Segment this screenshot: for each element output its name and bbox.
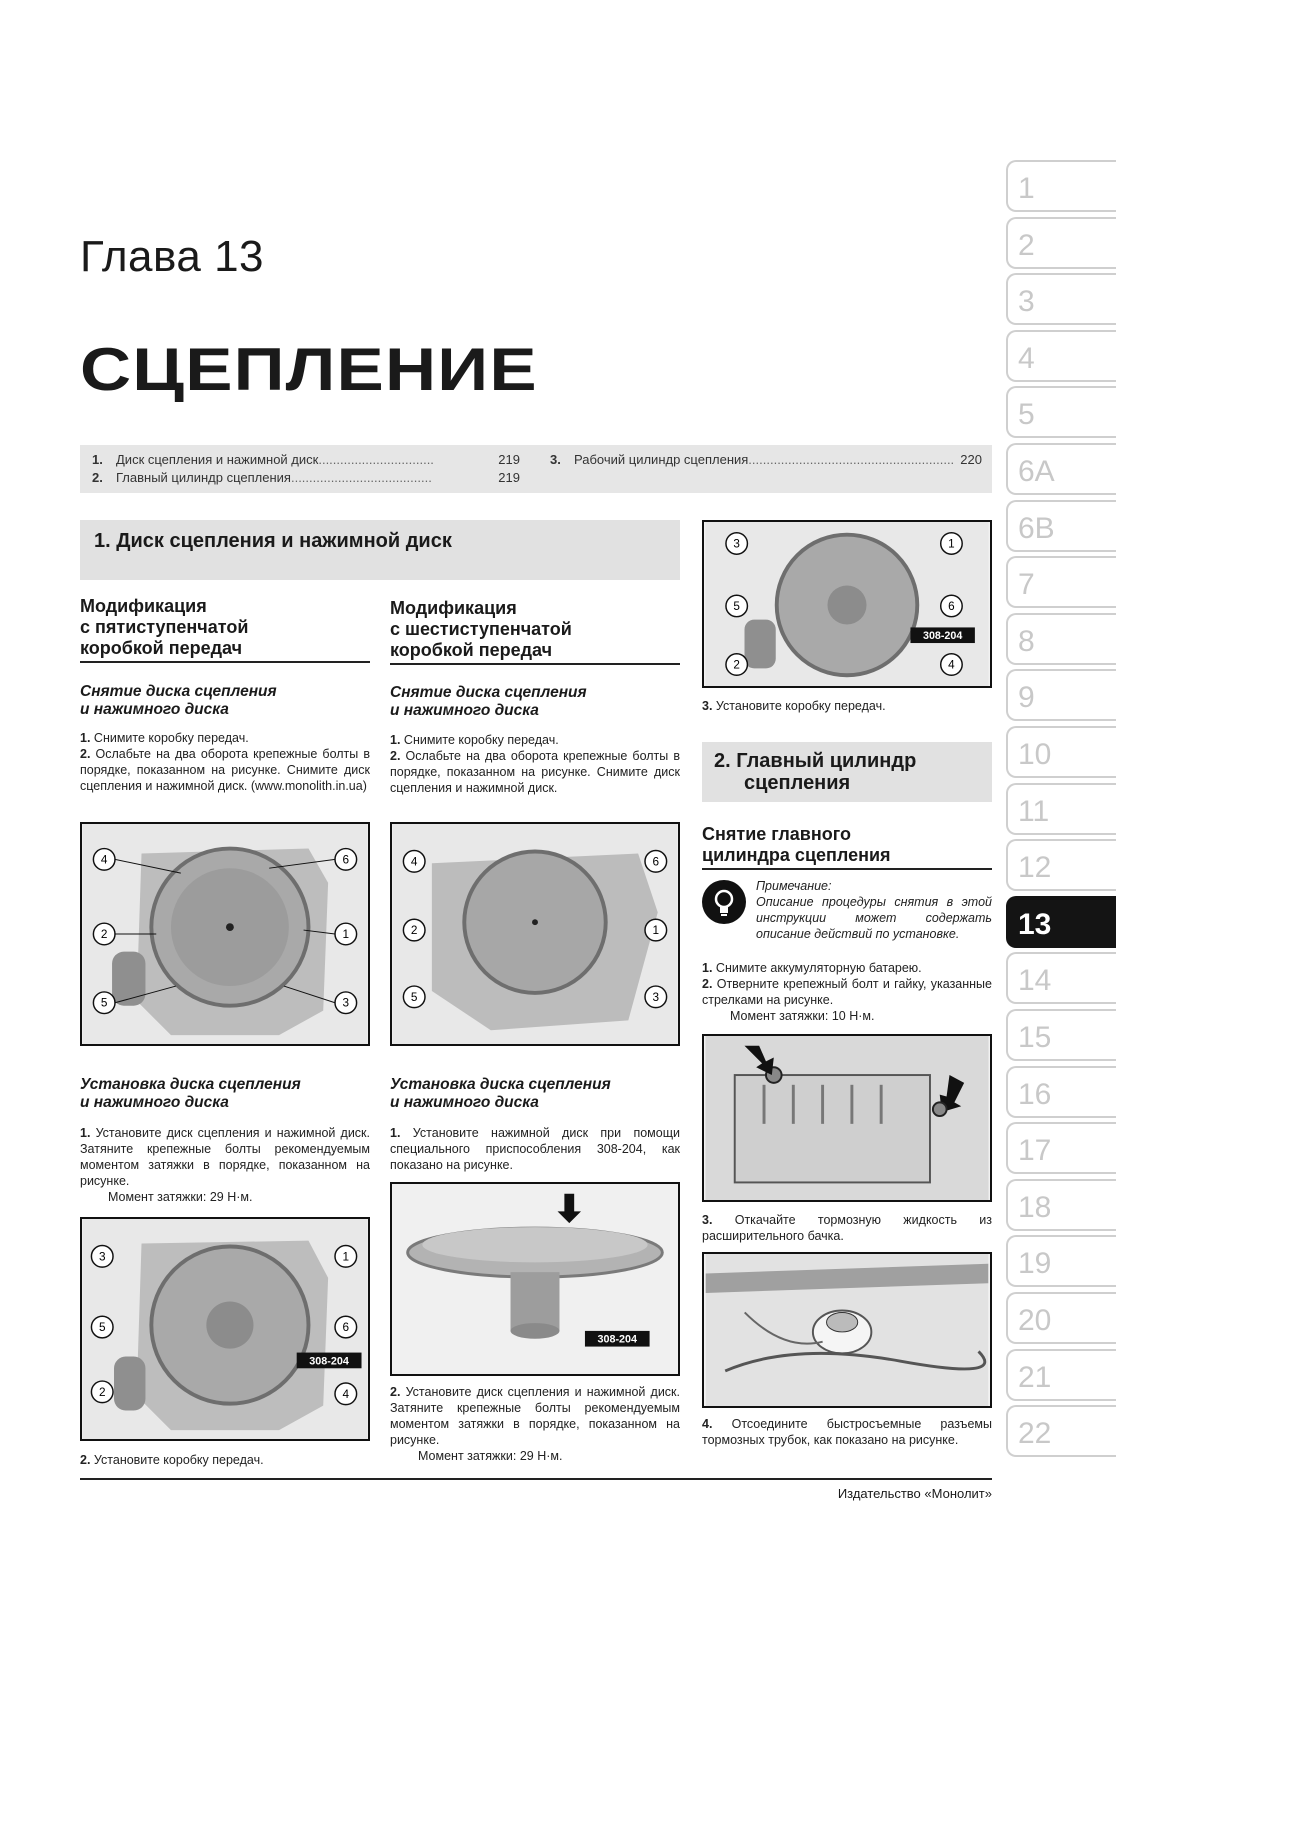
svg-text:1: 1 <box>948 537 955 551</box>
svg-text:6: 6 <box>948 599 955 613</box>
col2-removal-heading: Снятие диска сцепления и нажимного диска <box>390 684 587 719</box>
svg-text:5: 5 <box>733 599 740 613</box>
col1-modification-heading: Модификация с пятиступенчатой коробкой передач <box>80 596 370 663</box>
col1-final-step: 2. Установите коробку передач. <box>80 1453 264 1467</box>
chapter-tab-7[interactable]: 7 <box>1006 556 1116 608</box>
tool-label: 308-204 <box>309 1355 349 1368</box>
svg-text:5: 5 <box>98 1320 106 1334</box>
toc-item-2[interactable]: 2. Главный цилиндр сцепления ....................................... 219 <box>92 470 520 485</box>
svg-text:4: 4 <box>342 1387 350 1401</box>
chapter-tab-3[interactable]: 3 <box>1006 273 1116 325</box>
label-5: 5 <box>100 996 108 1010</box>
svg-text:1: 1 <box>652 924 660 937</box>
chapter-tab-20[interactable]: 20 <box>1006 1292 1116 1344</box>
col1-install-heading: Установка диска сцепления и нажимного диска <box>80 1076 301 1111</box>
label-6: 6 <box>342 853 350 867</box>
chapter-tab-4[interactable]: 4 <box>1006 330 1116 382</box>
svg-text:3: 3 <box>652 990 660 1004</box>
svg-text:308-204: 308-204 <box>597 1333 638 1346</box>
chapter-tab-1[interactable]: 1 <box>1006 160 1116 212</box>
figure-battery-tray <box>702 1034 992 1202</box>
chapter-tab-6a[interactable]: 6A <box>1006 443 1116 495</box>
lightbulb-icon <box>702 880 746 924</box>
svg-text:5: 5 <box>410 990 418 1004</box>
svg-text:3: 3 <box>98 1250 106 1264</box>
chapter-tab-6b[interactable]: 6B <box>1006 500 1116 552</box>
chapter-tab-5[interactable]: 5 <box>1006 386 1116 438</box>
chapter-tab-17[interactable]: 17 <box>1006 1122 1116 1174</box>
col3-step-3: 3. Установите коробку передач. <box>702 699 886 713</box>
chapter-tab-18[interactable]: 18 <box>1006 1179 1116 1231</box>
section-2-heading: 2. Главный цилиндр сцепления <box>702 742 992 802</box>
chapter-tab-11[interactable]: 11 <box>1006 783 1116 835</box>
table-of-contents <box>80 445 992 493</box>
chapter-tab-19[interactable]: 19 <box>1006 1235 1116 1287</box>
svg-text:3: 3 <box>733 537 740 551</box>
chapter-title: СЦЕПЛЕНИЕ <box>80 336 538 403</box>
figure-5speed-removal <box>80 822 370 1046</box>
col1-removal-steps: 1. Снимите коробку передач. 2. Ослабьте на два оборота крепежные болты в порядке, показанном на рисунке. Снимите диск сцепления и нажимной диск. (www.monolith.in.ua) <box>80 731 370 793</box>
chapter-tab-14[interactable]: 14 <box>1006 952 1116 1004</box>
svg-text:2: 2 <box>733 658 740 672</box>
label-2: 2 <box>100 927 108 941</box>
svg-text:2: 2 <box>410 924 418 937</box>
label-4: 4 <box>100 853 108 867</box>
section-2-step-4: 4. Отсоедините быстросъемные разъемы тормозных трубок, как показано на рисунке. <box>702 1417 992 1447</box>
toc-item-1[interactable]: 1. Диск сцепления и нажимной диск ................................ 219 <box>92 452 520 467</box>
svg-text:308-204: 308-204 <box>922 630 963 643</box>
chapter-tab-2[interactable]: 2 <box>1006 217 1116 269</box>
section-2-subheading: Снятие главного цилиндра сцепления <box>702 824 992 870</box>
svg-text:6: 6 <box>342 1320 350 1334</box>
chapter-tab-15[interactable]: 15 <box>1006 1009 1116 1061</box>
figure-5speed-install <box>80 1217 370 1441</box>
chapter-tab-13[interactable]: 13 <box>1006 896 1116 948</box>
svg-text:4: 4 <box>948 658 955 672</box>
col1-install-steps: 1. Установите диск сцепления и нажимной диск. Затяните крепежные болты рекомендуемым моментом затяжки в порядке, показанном на рисунке. Момент затяжки: 29 Н·м. <box>80 1126 370 1204</box>
figure-flywheel-308-204 <box>702 520 992 688</box>
chapter-number: Глава 13 <box>80 232 265 281</box>
note-block: Примечание: Описание процедуры снятия в этой инструкции может содержать описание действий по установке. <box>702 878 992 942</box>
svg-text:1: 1 <box>342 1250 350 1264</box>
col2-install-heading: Установка диска сцепления и нажимного диска <box>390 1076 611 1111</box>
chapter-tab-10[interactable]: 10 <box>1006 726 1116 778</box>
section-1-heading: 1. Диск сцепления и нажимной диск <box>80 520 680 580</box>
section-2-step-3: 3. Откачайте тормозную жидкость из расширительного бачка. <box>702 1213 992 1243</box>
col2-modification-heading: Модификация с шестиступенчатой коробкой передач <box>390 598 680 665</box>
col2-install-step-1: 1. Установите нажимной диск при помощи специального приспособления 308-204, как показано на рисунке. <box>390 1126 680 1172</box>
svg-text:4: 4 <box>410 855 418 869</box>
svg-text:6: 6 <box>652 855 660 869</box>
figure-brake-reservoir <box>702 1252 992 1408</box>
section-2-steps: 1. Снимите аккумуляторную батарею. 2. Отверните крепежный болт и гайку, указанные стрелками на рисунке. Момент затяжки: 10 Н·м. <box>702 961 992 1023</box>
toc-item-3[interactable]: 3. Рабочий цилиндр сцепления ......................................................... 220 <box>550 452 982 467</box>
chapter-tab-12[interactable]: 12 <box>1006 839 1116 891</box>
chapter-tab-8[interactable]: 8 <box>1006 613 1116 665</box>
col2-removal-steps: 1. Снимите коробку передач. 2. Ослабьте на два оборота крепежные болты в порядке, показанном на рисунке. Снимите диск сцепления и нажимной диск. <box>390 733 680 795</box>
figure-tool-308-204 <box>390 1182 680 1376</box>
publisher-footer: Издательство «Монолит» <box>80 1478 992 1501</box>
chapter-tab-21[interactable]: 21 <box>1006 1349 1116 1401</box>
col2-install-step-2: 2. Установите диск сцепления и нажимной диск. Затяните крепежные болты рекомендуемым моментом затяжки в порядке, показанном на рисунке. Момент затяжки: 29 Н·м. <box>390 1385 680 1463</box>
col1-removal-heading: Снятие диска сцепления и нажимного диска <box>80 683 277 718</box>
chapter-tab-22[interactable]: 22 <box>1006 1405 1116 1457</box>
chapter-tab-16[interactable]: 16 <box>1006 1066 1116 1118</box>
svg-text:2: 2 <box>98 1385 106 1399</box>
chapter-tab-9[interactable]: 9 <box>1006 669 1116 721</box>
figure-6speed-removal <box>390 822 680 1046</box>
label-1: 1 <box>342 927 350 941</box>
label-3: 3 <box>342 996 350 1010</box>
